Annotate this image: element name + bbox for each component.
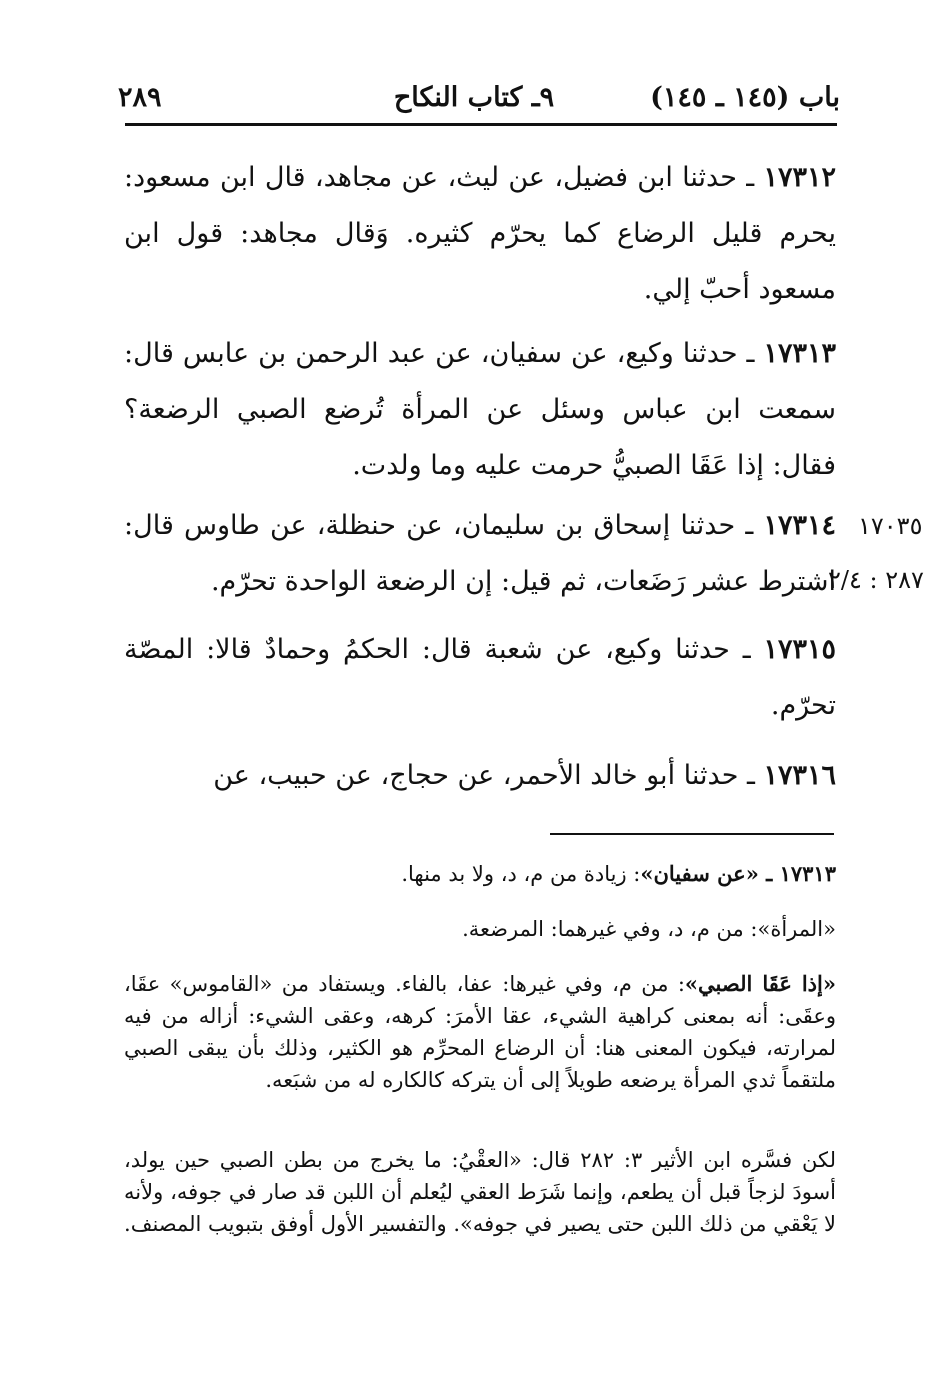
header-rule bbox=[125, 123, 837, 126]
hadith-number: ١٧٣١٤ bbox=[763, 510, 836, 541]
hadith-number: ١٧٣١٣ bbox=[763, 338, 836, 369]
footnote-text: لكن فسَّره ابن الأثير ٣: ٢٨٢ قال: «العقْيُ: ما يخرج من بطن الصبي حين يولد، أسودَ لزجاً قبل أن يطعم، وإنما شَرَط العقي ليُعلم أن اللبن قد صار في جوفه، ولأنه لا يَعْقي من ذلك اللبن حتى يصير في جوفه». والتفسير الأول أوفق بتبويب المصنف. bbox=[124, 1148, 836, 1236]
hadith-text: ـ حدثنا وكيع، عن سفيان، عن عبد الرحمن بن عابس قال: سمعت ابن عباس وسئل عن المرأة تُرضع الصبي الرضعة؟ فقال: إذا عَقَا الصبيُّ حرمت عليه وما ولدت. bbox=[124, 338, 836, 481]
margin-note-reference: ٢٨٧ : ٢/٤ bbox=[828, 566, 924, 594]
footnote-rule bbox=[550, 833, 834, 835]
hadith-number: ١٧٣١٢ bbox=[763, 162, 836, 193]
hadith-17316 bbox=[124, 748, 836, 804]
hadith-text: ـ حدثنا وكيع، عن شعبة قال: الحكمُ وحمادٌ قالا: المصّة تحرّم. bbox=[124, 634, 836, 721]
footnote-heading: ١٧٣١٣ ـ «عن سفيان» bbox=[640, 861, 836, 886]
page-number: ٢٨٩ bbox=[118, 82, 162, 113]
footnote-1 bbox=[124, 858, 836, 890]
footnote-heading: «إذا عَقَا الصبي» bbox=[684, 971, 836, 996]
footnote-3 bbox=[124, 968, 836, 1096]
hadith-text: ـ حدثنا إسحاق بن سليمان، عن حنظلة، عن طاوس قال: اشترط عشر رَضَعات، ثم قيل: إن الرضعة الواحدة تحرّم. bbox=[124, 510, 836, 597]
footnote-text: : من م، وفي غيرها: عفا، بالفاء. ويستفاد من «القاموس» عقَا، وعقَى: أنه بمعنى كراهية الشيء، عقا الأمرَ: كرهه، وعقى الشيء: أزاله من فيه لمرارته، فيكون المعنى هنا: أن الرضاع المحرِّم هو الكثير، وذلك بأن يبقى الصبي ملتقماً ثدي المرأة يرضعه طويلاً إلى أن يتركه كالكاره له من شبَعه. bbox=[124, 972, 836, 1092]
margin-note-number: ١٧٠٣٥ bbox=[858, 512, 923, 540]
footnote-4 bbox=[124, 1144, 836, 1240]
hadith-17313 bbox=[124, 326, 836, 494]
footnote-text: «المرأة»: من م، د، وفي غيرهما: المرضعة. bbox=[462, 917, 836, 941]
footnote-text: : زيادة من م، د، ولا بد منها. bbox=[401, 862, 641, 886]
chapter-range: باب (١٤٥ ـ ١٤٥) bbox=[650, 82, 840, 113]
hadith-text: ـ حدثنا أبو خالد الأحمر، عن حجاج، عن حبيب، عن bbox=[213, 760, 755, 791]
footnote-2 bbox=[124, 913, 836, 945]
hadith-number: ١٧٣١٥ bbox=[763, 634, 836, 665]
hadith-number: ١٧٣١٦ bbox=[763, 760, 836, 791]
hadith-17314 bbox=[124, 498, 836, 610]
hadith-17312 bbox=[124, 150, 836, 318]
hadith-17315 bbox=[124, 622, 836, 734]
hadith-text: ـ حدثنا ابن فضيل، عن ليث، عن مجاهد، قال ابن مسعود: يحرم قليل الرضاع كما يحرّم كثيره. وَقال مجاهد: قول ابن مسعود أحبّ إلي. bbox=[124, 162, 836, 305]
book-title: ٩ـ كتاب النكاح bbox=[393, 82, 555, 113]
